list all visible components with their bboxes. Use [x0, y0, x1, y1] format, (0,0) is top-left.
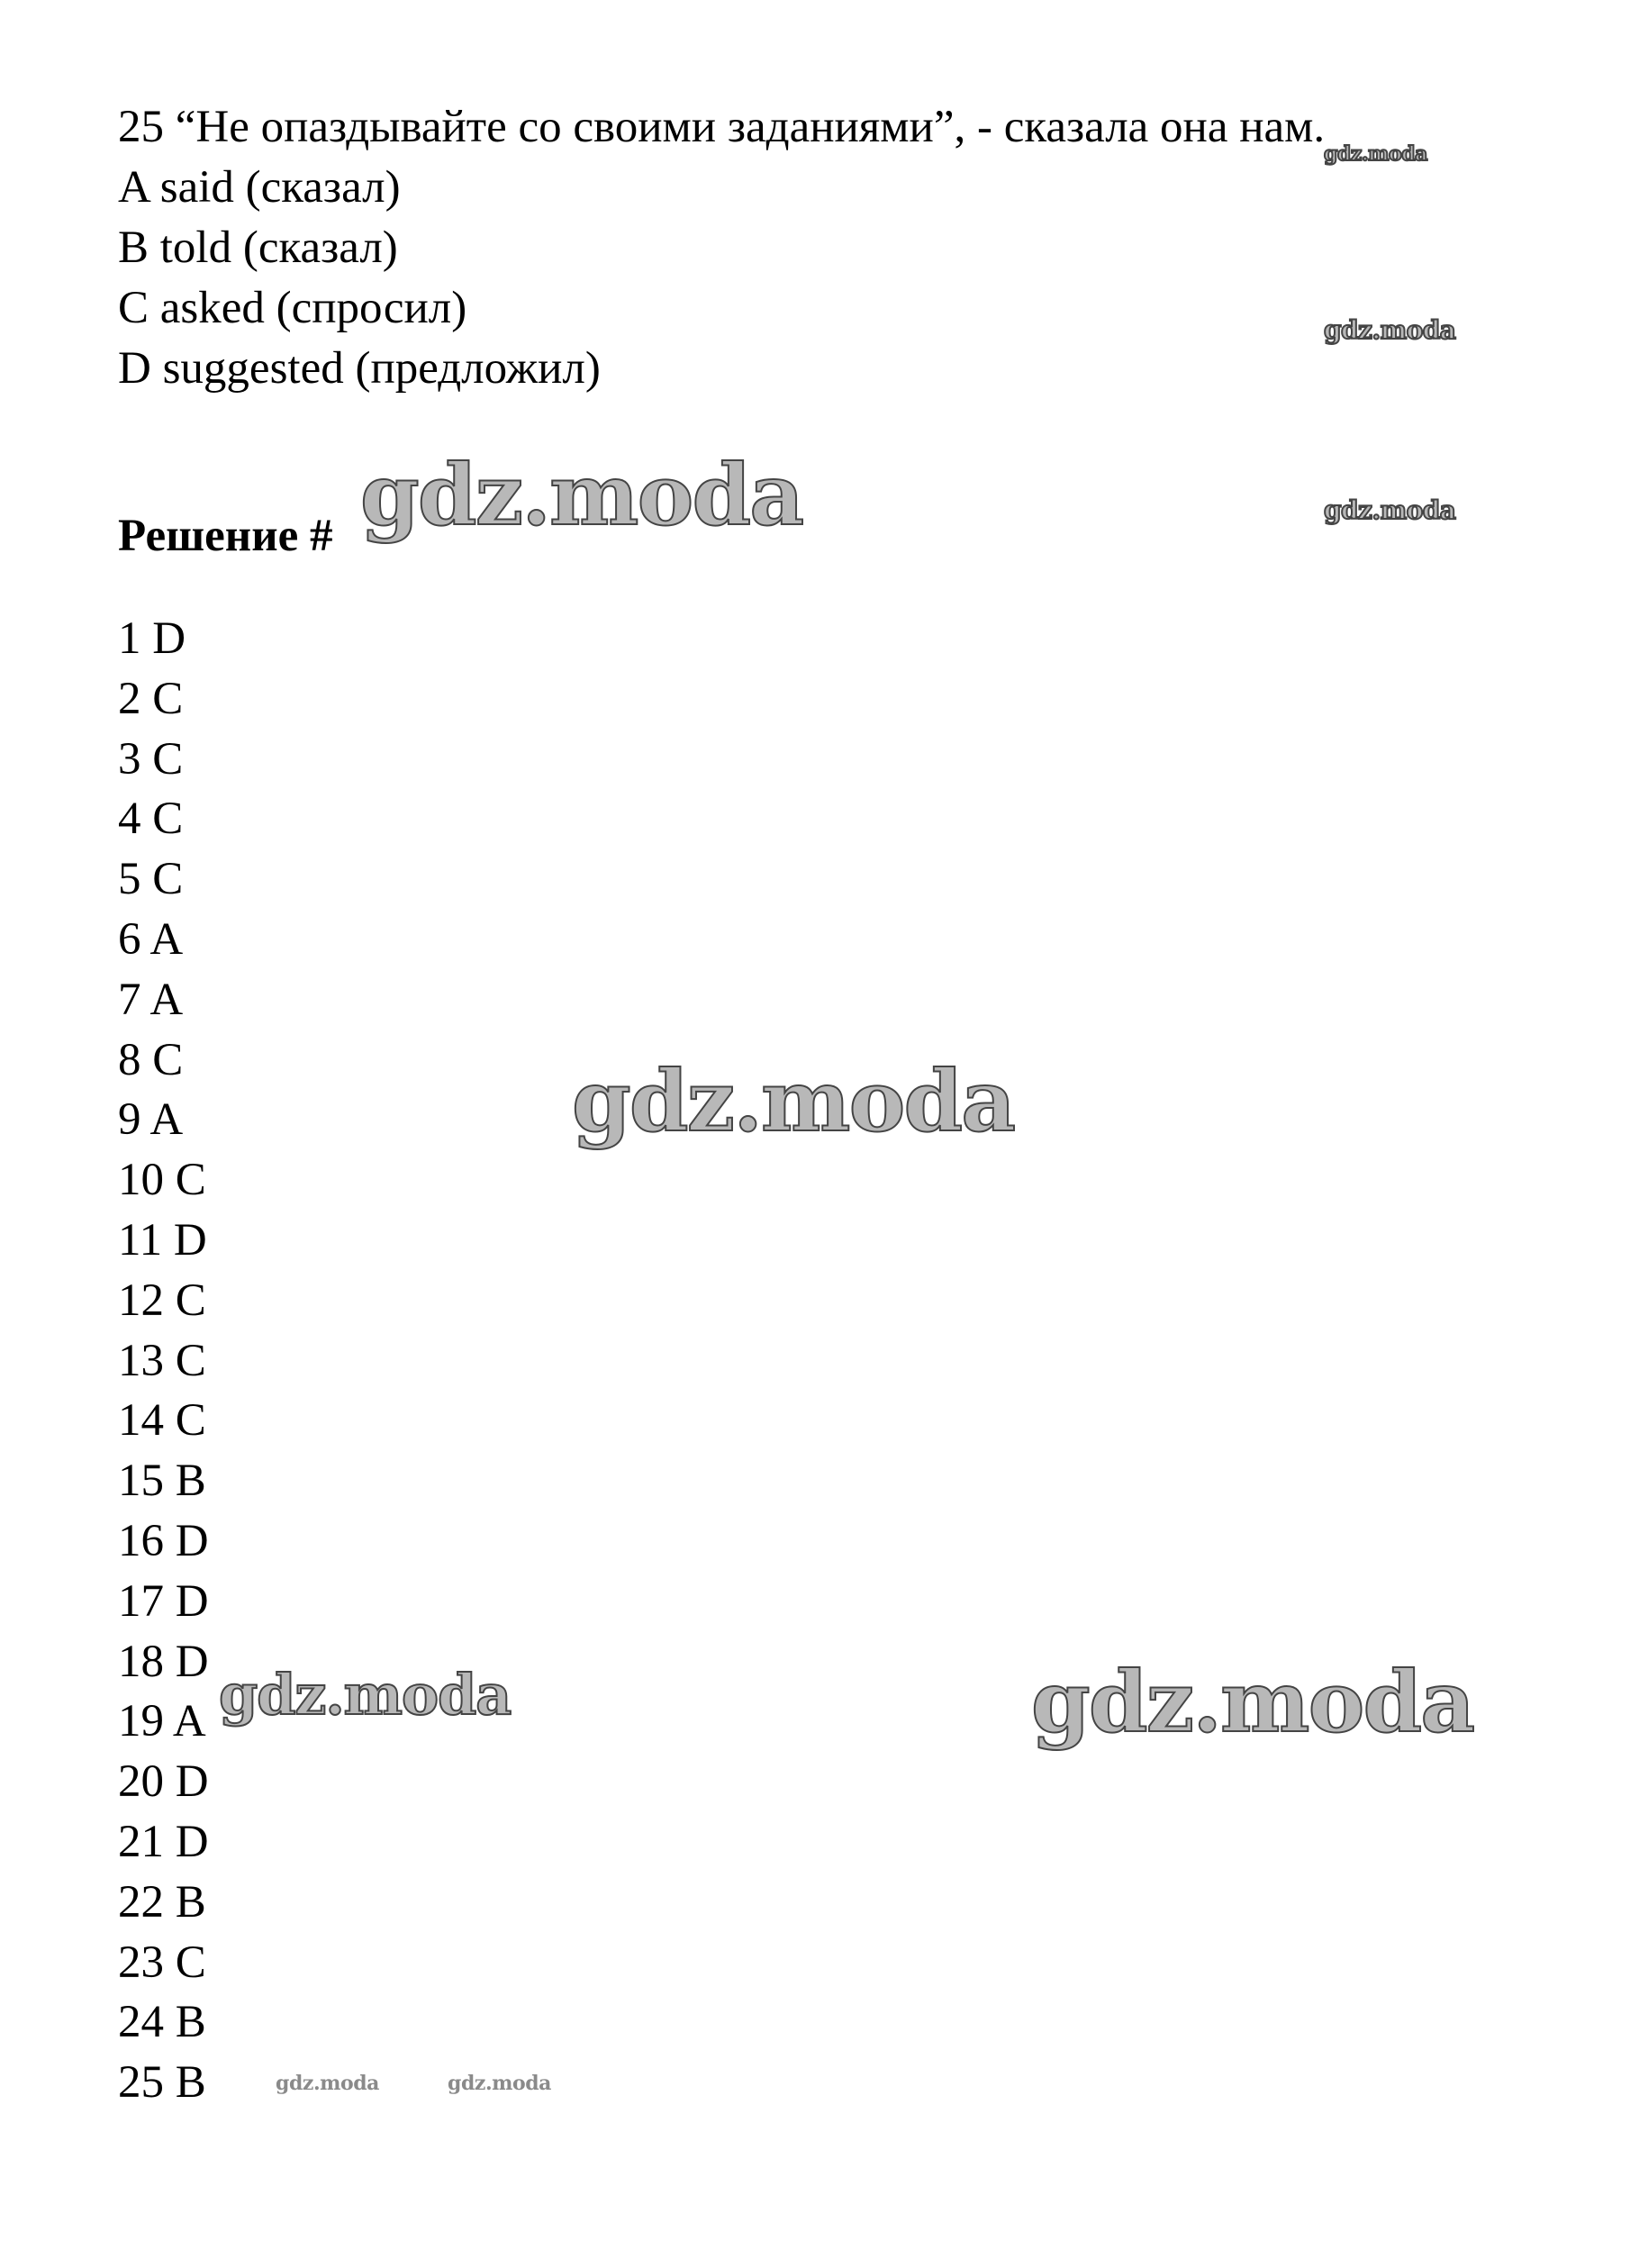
option-c: C asked (спросил): [118, 283, 467, 333]
solution-title: Решение #: [118, 511, 333, 561]
answer-item: 19 A: [118, 1696, 206, 1747]
answer-item: 17 D: [118, 1575, 209, 1627]
watermark: gdz.moda: [1324, 142, 1427, 166]
answer-item: 23 C: [118, 1937, 206, 1988]
watermark: gdz.moda: [276, 2072, 379, 2095]
answer-item: 20 D: [118, 1756, 209, 1808]
answer-item: 13 C: [118, 1335, 206, 1386]
watermark: gdz.moda: [1031, 1653, 1474, 1752]
answer-item: 21 D: [118, 1816, 209, 1867]
watermark: gdz.moda: [360, 446, 803, 545]
watermark: gdz.moda: [448, 2072, 551, 2095]
watermark: gdz.moda: [1324, 495, 1456, 525]
answer-item: 8 C: [118, 1034, 184, 1085]
answer-list: [118, 609, 209, 2113]
answer-item: 25 B: [118, 2057, 206, 2109]
question-prompt: 25 “Не опаздывайте со своими заданиями”, - сказала она нам.: [118, 102, 1326, 152]
answer-item: 11 D: [118, 1214, 207, 1266]
answer-item: 18 D: [118, 1636, 209, 1687]
answer-item: 15 B: [118, 1456, 206, 1507]
answer-item: 9 A: [118, 1094, 184, 1146]
answer-item: 4 C: [118, 794, 184, 845]
watermark: gdz.moda: [572, 1052, 1015, 1151]
answer-item: 24 B: [118, 1997, 206, 2048]
answer-item: 14 C: [118, 1395, 206, 1447]
option-d: D suggested (предложил): [118, 343, 601, 394]
option-a: A said (сказал): [118, 162, 401, 213]
option-b: B told (сказал): [118, 222, 398, 273]
watermark: gdz.moda: [219, 1662, 512, 1728]
answer-item: 6 A: [118, 913, 184, 965]
answer-item: 10 C: [118, 1155, 206, 1206]
answer-item: 7 A: [118, 974, 184, 1025]
watermark: gdz.moda: [1324, 315, 1456, 345]
answer-item: 2 C: [118, 673, 184, 724]
answer-item: 22 B: [118, 1876, 206, 1928]
answer-item: 1 D: [118, 613, 186, 664]
question-block: [118, 97, 1325, 399]
answer-item: 12 C: [118, 1275, 206, 1326]
answer-item: 3 C: [118, 733, 184, 785]
answer-item: 5 C: [118, 854, 184, 905]
answer-item: 16 D: [118, 1515, 209, 1566]
